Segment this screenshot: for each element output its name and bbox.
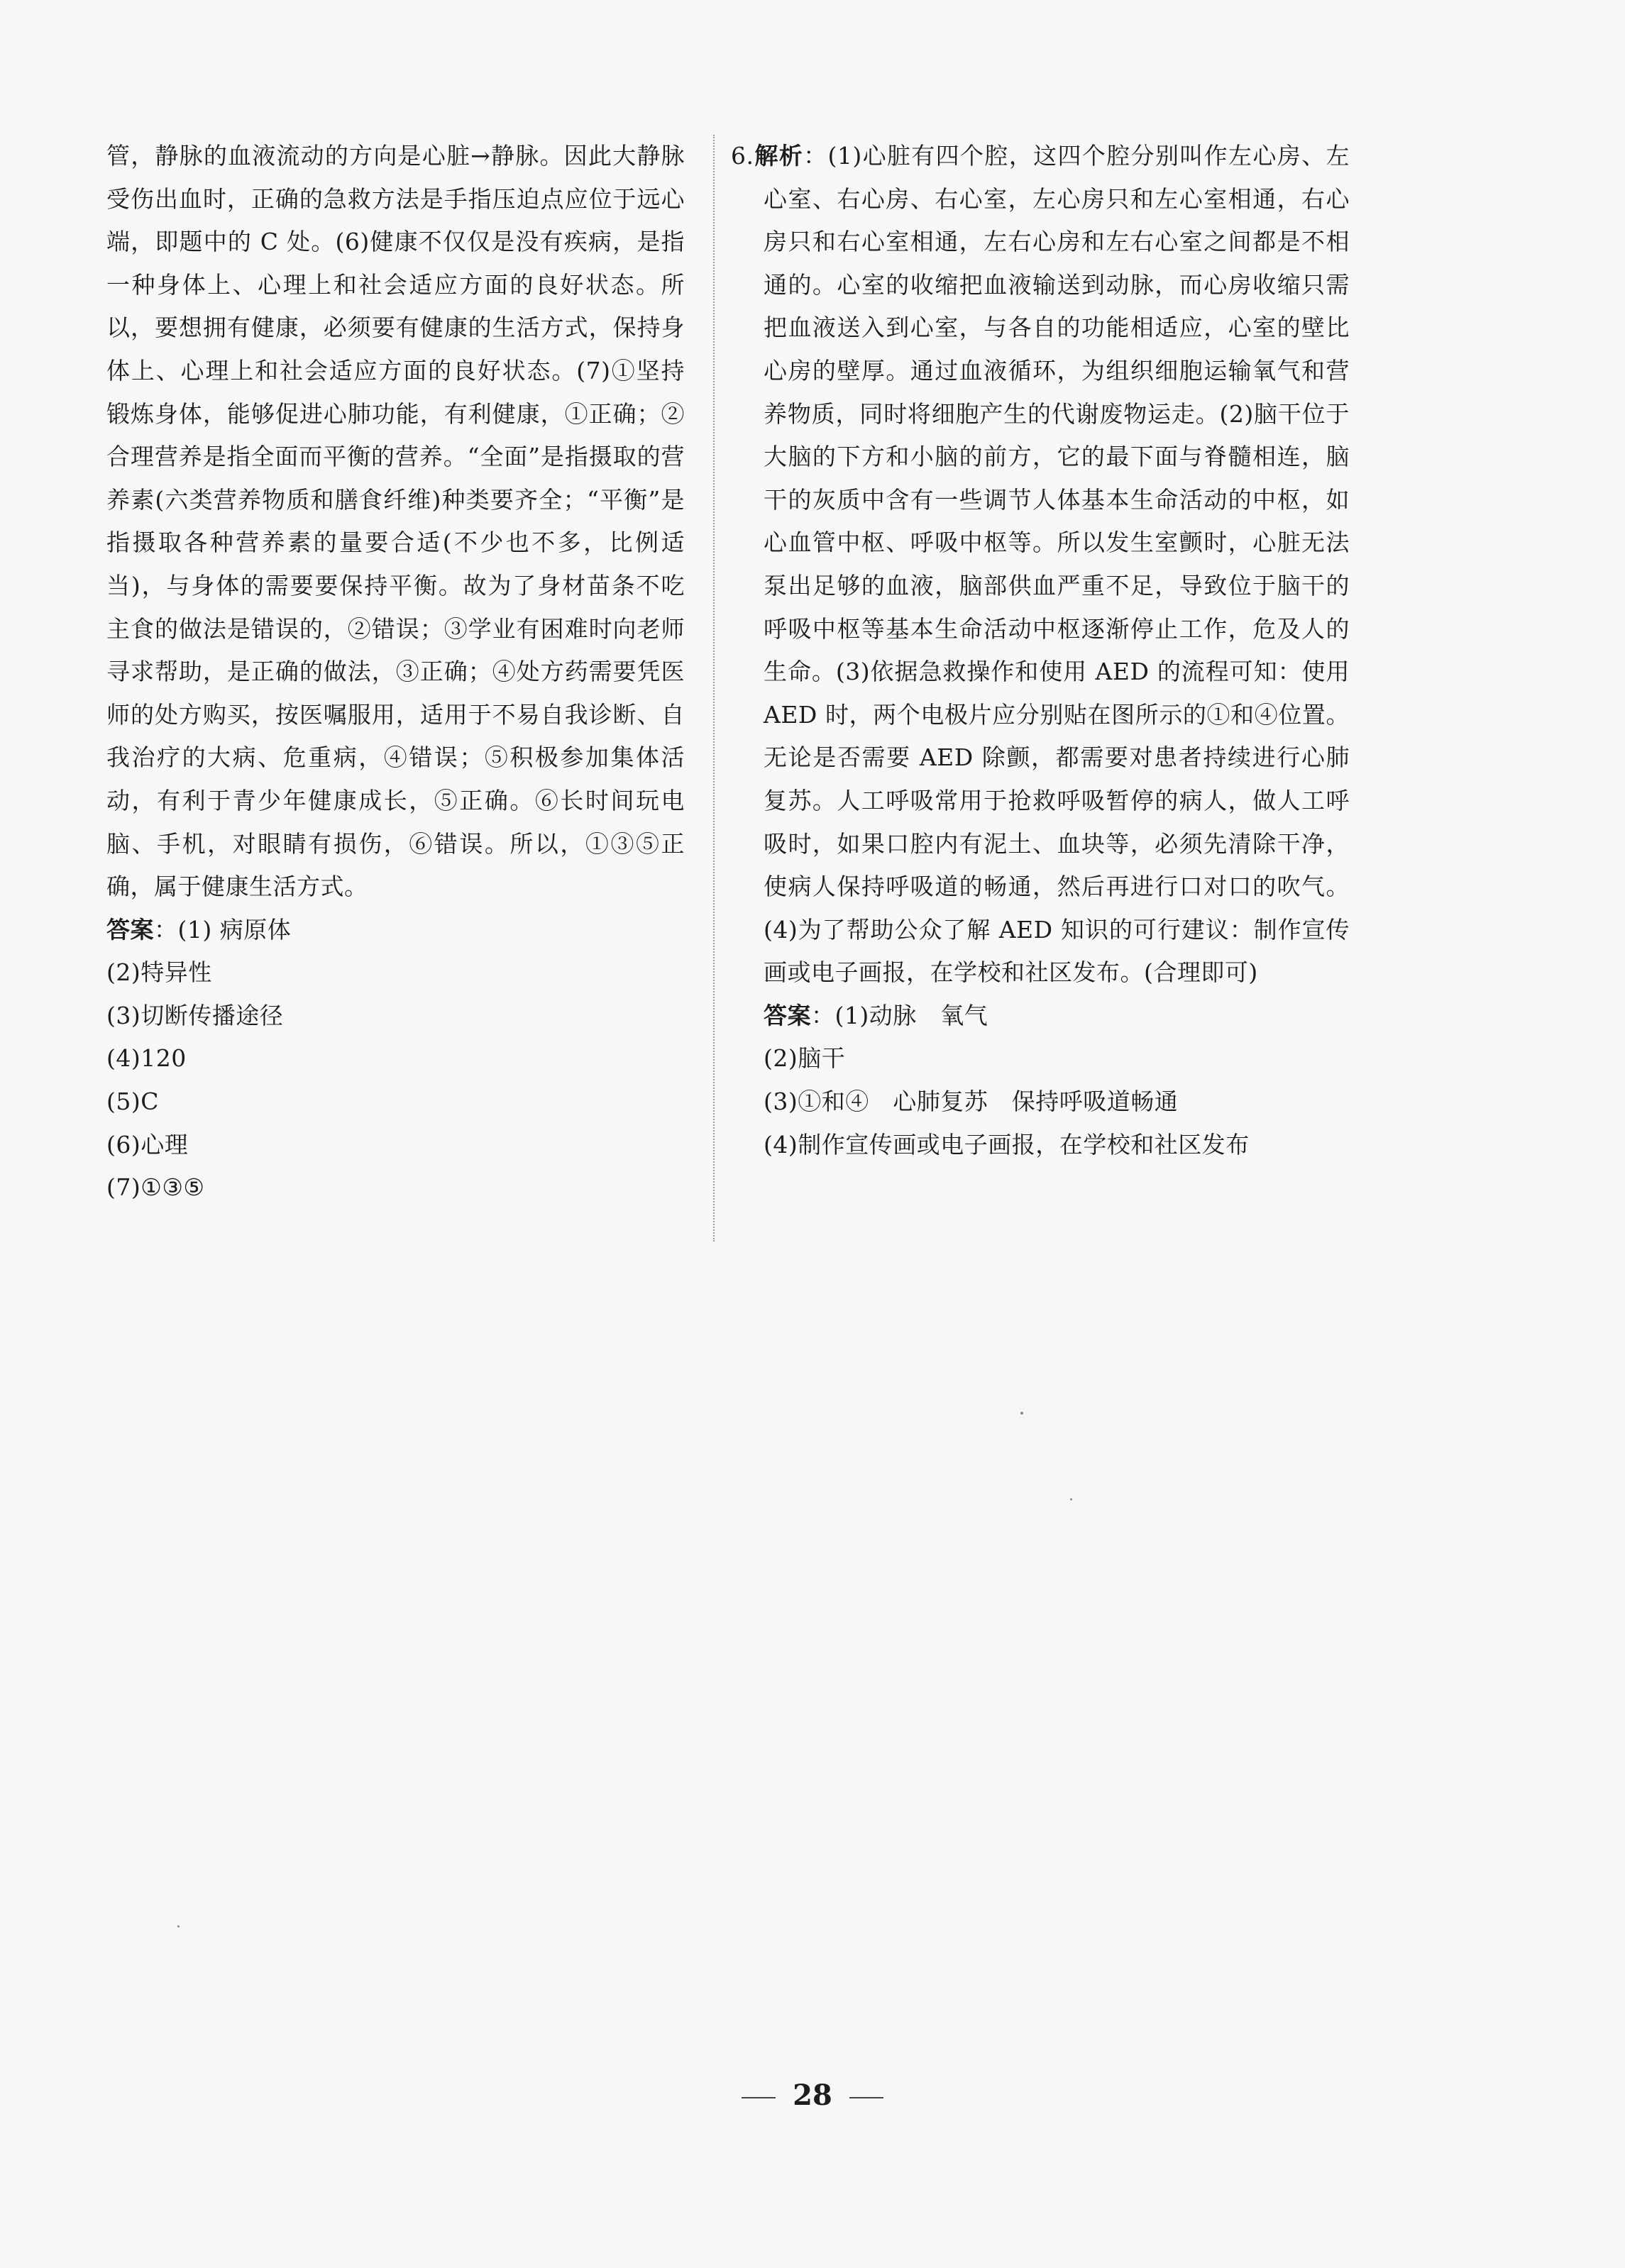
page-number-left-dash [742, 2097, 776, 2098]
page-number-right-dash [849, 2097, 883, 2098]
right-analysis-label: 解析 [754, 142, 804, 170]
right-answer-first [731, 995, 1350, 1038]
scan-speck [1070, 1498, 1072, 1500]
left-answer-label: 答案 [106, 915, 154, 944]
right-answer-4: (4)制作宣传画或电子画报，在学校和社区发布 [764, 1130, 1250, 1158]
scan-speck [1020, 1412, 1023, 1415]
left-answer-1: ：(1) 病原体 [154, 915, 292, 944]
right-answer-3: (3)①和④ 心肺复苏 保持呼吸道畅通 [764, 1088, 1179, 1116]
right-column [731, 135, 1350, 1166]
left-answer-4: (4)120 [106, 1044, 187, 1073]
left-answer-first [106, 909, 685, 952]
left-analysis-text: 管，静脉的血液流动的方向是心脏→静脉。因此大静脉受伤出血时，正确的急救方法是手指压迫点应位于远心端，即题中的 C 处。(6)健康不仅仅是没有疾病，是指一种身体上、心理上和社会适应方面的良好状态。所以，要想拥有健康，必须要有健康的生活方式，保持身体上、心理上和社会适应方面的良好状态。(7)①坚持锻炼身体，能够促进心肺功能，有利健康，①正确；②合理营养是指全面而平衡的营养。“全面”是指摄取的营养素(六类营养物质和膳食纤维)种类要齐全；“平衡”是指摄取各种营养素的量要合适(不少也不多，比例适当)，与身体的需要要保持平衡。故为了身材苗条不吃主食的做法是错误的，②错误；③学业有困难时向老师寻求帮助，是正确的做法，③正确；④处方药需要凭医师的处方购买，按医嘱服用，适用于不易自我诊断、自我治疗的大病、危重病，④错误；⑤积极参加集体活动，有利于青少年健康成长，⑤正确。⑥长时间玩电脑、手机，对眼睛有损伤，⑥错误。所以，①③⑤正确，属于健康生活方式。 [106, 142, 685, 901]
left-answer-7: (7)①③⑤ [106, 1173, 205, 1202]
left-answer-6: (6)心理 [106, 1130, 189, 1158]
right-answer-1: ：(1)动脉 氧气 [811, 1001, 988, 1029]
right-answer-label: 答案 [764, 1001, 811, 1029]
page-number-footer [0, 2079, 1625, 2112]
right-analysis-paragraph [731, 135, 1350, 995]
left-answer-5: (5)C [106, 1088, 159, 1116]
scan-speck [177, 1925, 180, 1927]
right-analysis-text: ：(1)心脏有四个腔，这四个腔分别叫作左心房、左心室、右心房、右心室，左心房只和左心室相通，右心房只和右心室相通，左右心房和左右心室之间都是不相通的。心室的收缩把血液输送到动脉，而心房收缩只需把血液送入到心室，与各自的功能相适应，心室的壁比心房的壁厚。通过血液循环，为组织细胞运输氧气和营养物质，同时将细胞产生的代谢废物运走。(2)脑干位于大脑的下方和小脑的前方，它的最下面与脊髓相连，脑干的灰质中含有一些调节人体基本生命活动的中枢，如心血管中枢、呼吸中枢等。所以发生室颤时，心脏无法泵出足够的血液，脑部供血严重不足，导致位于脑干的呼吸中枢等基本生命活动中枢逐渐停止工作，危及人的生命。(3)依据急救操作和使用 AED 的流程可知：使用 AED 时，两个电极片应分别贴在图所示的①和④位置。无论是否需要 AED 除颤，都需要对患者持续进行心肺复苏。人工呼吸常用于抢救呼吸暂停的病人，做人工呼吸时，如果口腔内有泥土、血块等，必须先清除干净，使病人保持呼吸道的畅通，然后再进行口对口的吹气。(4)为了帮助公众了解 AED 知识的可行建议：制作宣传画或电子画报，在学校和社区发布。(合理即可) [764, 142, 1350, 987]
left-answer-3: (3)切断传播途径 [106, 1001, 284, 1029]
page-number: 28 [793, 2079, 832, 2112]
column-divider [713, 135, 715, 1241]
left-answer-2: (2)特异性 [106, 958, 212, 987]
question-number: 6. [731, 142, 754, 170]
right-answer-2: (2)脑干 [764, 1044, 846, 1073]
left-column [106, 135, 685, 1210]
